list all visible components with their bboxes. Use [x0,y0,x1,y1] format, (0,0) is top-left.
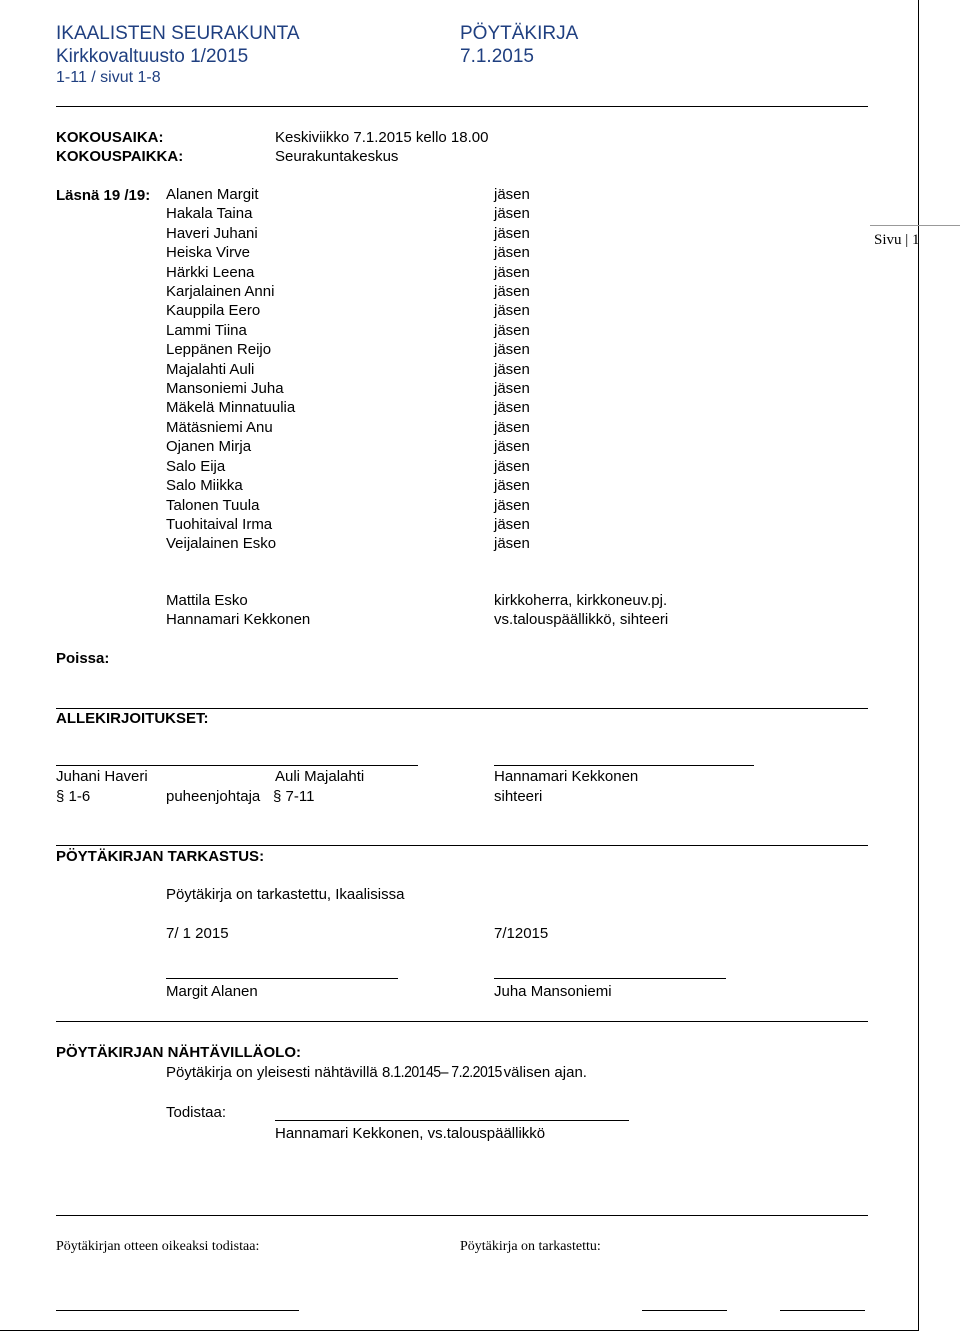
signature-line [56,765,418,766]
display-statement [166,1065,587,1081]
member-role: jäsen [494,418,530,436]
member-role: jäsen [494,263,530,281]
absent-label: Poissa: [56,650,110,667]
member-name: Haveri Juhani [166,224,258,242]
member-name: Tuohitaival Irma [166,515,273,533]
member-role: jäsen [494,496,530,514]
signer-name: Hannamari Kekkonen [494,768,639,785]
member-name: Heiska Virve [166,244,250,262]
meeting-time-label: KOKOUSAIKA: [56,129,164,146]
signature-line [166,978,398,979]
member-role: jäsen [494,515,530,533]
member-name: Mätäsniemi Anu [166,418,273,436]
review-divider [56,845,868,846]
display-divider [56,1021,868,1022]
display-text-suffix: välisen ajan. [499,1064,587,1081]
meeting-place-value: Seurakuntakeskus [275,148,399,165]
member-name: Mäkelä Minnatuulia [166,399,296,417]
member-role: jäsen [494,244,530,262]
signature-line [56,1310,299,1311]
page-number-tab: Sivu | 1 [870,225,960,265]
member-name: Talonen Tuula [166,496,260,514]
member-role: jäsen [494,224,530,242]
footer-divider [56,1215,868,1216]
member-role: jäsen [494,205,530,223]
member-role: jäsen [494,321,530,339]
display-text-prefix: Pöytäkirja on yleisesti nähtävillä 8 [166,1064,391,1081]
signature-line [494,765,754,766]
member-name: Härkki Leena [166,263,255,281]
member-name: Lammi Tiina [166,321,247,339]
member-role: jäsen [494,341,530,359]
signer-sections: § 1-6 [56,788,91,805]
other-attendee-role: kirkkoherra, kirkkoneuv.pj. [494,592,668,609]
certifier-name: Hannamari Kekkonen, vs.talouspäällikkö [275,1125,546,1142]
member-name: Veijalainen Esko [166,535,277,553]
signature-line [642,1310,727,1311]
member-name: Kauppila Eero [166,302,261,320]
member-role: jäsen [494,535,530,553]
certify-label: Todistaa: [166,1104,227,1121]
member-role: jäsen [494,380,530,398]
member-role-list [494,185,530,554]
member-name: Ojanen Mirja [166,438,252,456]
meeting-date: 7.1.2015 [460,46,534,67]
meeting-place-label: KOKOUSPAIKKA: [56,148,184,165]
review-date: 7/ 1 2015 [166,925,229,942]
display-heading: PÖYTÄKIRJAN NÄHTÄVILLÄOLO: [56,1044,301,1061]
signature-line [494,978,726,979]
signer-name: Auli Majalahti [275,768,365,785]
page-number: 1 [912,232,920,248]
reviewer-name: Juha Mansoniemi [494,983,612,1000]
member-name: Majalahti Auli [166,360,255,378]
signatures-heading: ALLEKIRJOITUKSET: [56,710,209,727]
reviewed-label: Pöytäkirja on tarkastettu: [460,1239,601,1254]
member-name: Karjalainen Anni [166,283,275,301]
page-range: 1-11 / sivut 1-8 [56,69,161,86]
member-role: jäsen [494,438,530,456]
member-role: jäsen [494,457,530,475]
review-statement: Pöytäkirja on tarkastettu, Ikaalisissa [166,886,405,903]
signer-name: Juhani Haveri [56,768,148,785]
other-attendee-role: vs.talouspäällikkö, sihteeri [494,611,669,628]
certified-copy-label: Pöytäkirjan otteen oikeaksi todistaa: [56,1239,260,1254]
member-name-list [166,185,295,554]
member-role: jäsen [494,283,530,301]
review-heading: PÖYTÄKIRJAN TARKASTUS: [56,848,265,865]
header-divider [56,106,868,107]
member-role: jäsen [494,360,530,378]
member-role: jäsen [494,186,530,203]
member-name: Salo Eija [166,457,226,475]
member-name: Alanen Margit [166,186,259,203]
review-date: 7/12015 [494,925,549,942]
reviewer-name: Margit Alanen [166,983,258,1000]
member-name: Leppänen Reijo [166,341,272,359]
signer-sections: § 7-11 [273,788,315,805]
signatures-divider [56,708,868,709]
organization-name: IKAALISTEN SEURAKUNTA [56,23,300,44]
member-role: jäsen [494,302,530,320]
signature-line [780,1310,865,1311]
member-role: jäsen [494,399,530,417]
display-dates: .1.20145– 7.2.2015 [390,1064,503,1081]
other-attendee-name: Hannamari Kekkonen [166,611,311,628]
meeting-name: Kirkkovaltuusto 1/2015 [56,46,249,67]
member-name: Mansoniemi Juha [166,380,284,398]
signer-role: sihteeri [494,788,543,805]
present-label: Läsnä 19 /19: [56,187,151,204]
member-role: jäsen [494,477,530,495]
signer-role: puheenjohtaja [166,788,261,805]
page-label: Sivu [874,232,902,248]
document-type: PÖYTÄKIRJA [460,23,579,44]
member-name: Salo Miikka [166,477,243,495]
meeting-time-value: Keskiviikko 7.1.2015 kello 18.00 [275,129,489,146]
signature-line [275,1120,629,1121]
other-attendee-name: Mattila Esko [166,592,248,609]
member-name: Hakala Taina [166,205,253,223]
